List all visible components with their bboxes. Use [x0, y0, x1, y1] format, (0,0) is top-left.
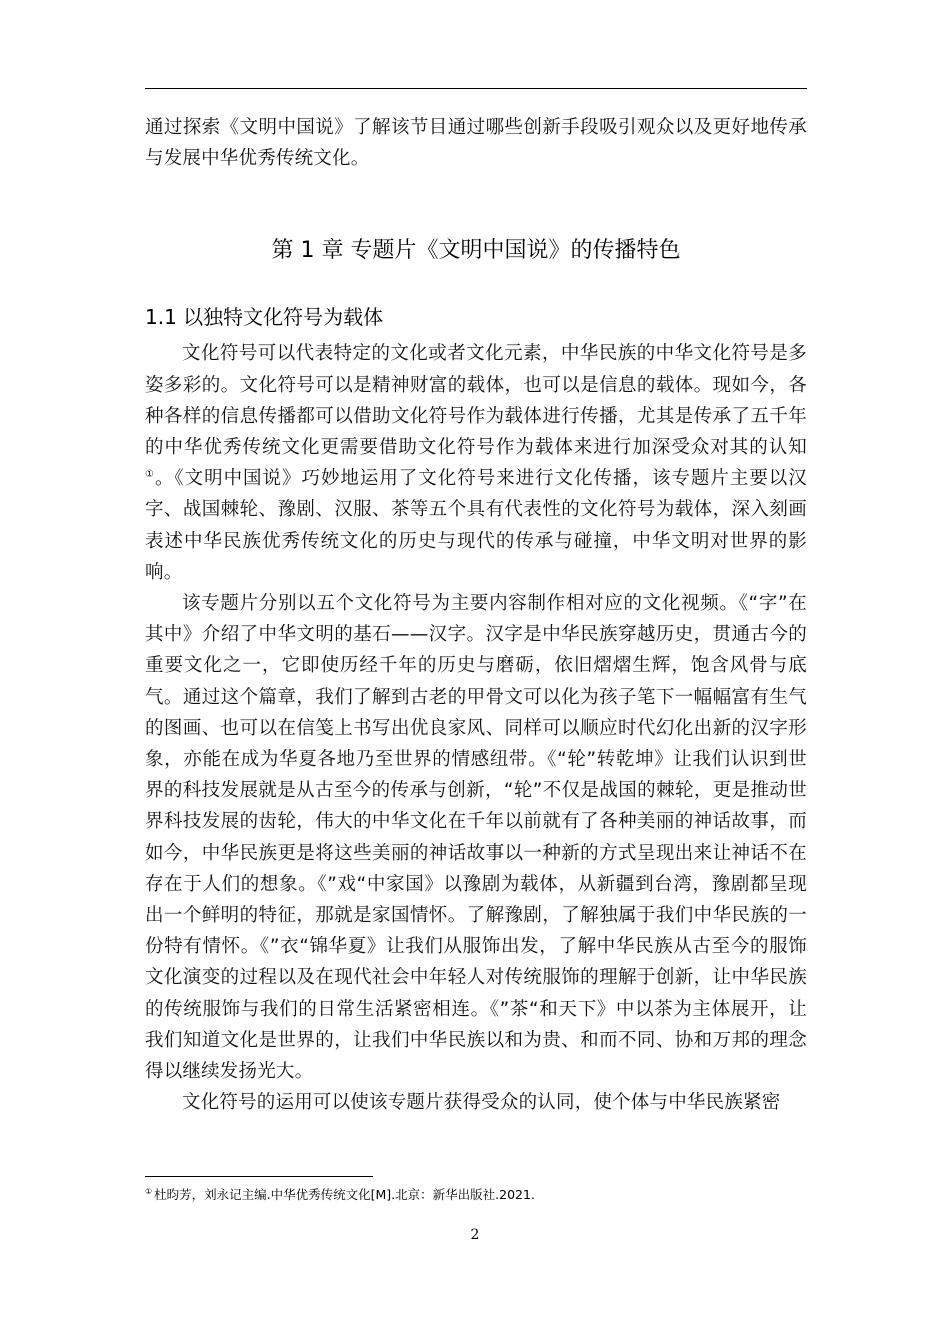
header-rule	[145, 88, 807, 89]
footnote-mark: ①	[145, 1186, 153, 1196]
footnote	[145, 1186, 807, 1204]
page-number: 2	[470, 1227, 480, 1243]
paragraph-1-text-b: 。《文明中国说》巧妙地运用了文化符号来进行文化传播，该专题片主要以汉字、战国棘轮、豫剧、汉服、茶等五个具有代表性的文化符号为载体，深入刻画表述中华民族优秀传统文化的历史与现代的传承与碰撞，中华文明对世界的影响。	[145, 468, 807, 583]
section-title: 1.1 以独特文化符号为载体	[145, 305, 384, 330]
paragraph-1-text-a: 文化符号可以代表特定的文化或者文化元素，中华民族的中华文化符号是多姿多彩的。文化符号可以是精神财富的载体，也可以是信息的载体。现如今，各种各样的信息传播都可以借助文化符号作为载体进行传播，尤其是传承了五千年的中华优秀传统文化更需要借助文化符号作为载体来进行加深受众对其的认知	[145, 343, 807, 459]
footnote-reference[interactable]: ①	[145, 469, 155, 481]
footnote-separator	[145, 1176, 373, 1177]
body-paragraph-2: 该专题片分别以五个文化符号为主要内容制作相对应的文化视频。《“字”在其中》介绍了中华文明的基石——汉字。汉字是中华民族穿越历史，贯通古今的重要文化之一，它即使历经千年的历史与磨砺，依旧熠熠生辉，饱含风骨与底气。通过这个篇章，我们了解到古老的甲骨文可以化为孩子笔下一幅幅富有生气的图画、也可以在信笺上书写出优良家风、同样可以顺应时代幻化出新的汉字形象，亦能在成为华夏各地乃至世界的情感纽带。《“轮”转乾坤》让我们认识到世界的科技发展就是从古至今的传承与创新，“轮”不仅是战国的棘轮，更是推动世界科技发展的齿轮，伟大的中华文化在千年以前就有了各种美丽的神话故事，而如今，中华民族更是将这些美丽的神话故事以一种新的方式呈现出来让神话不在存在于人们的想象。《”戏“中家国》以豫剧为载体，从新疆到台湾，豫剧都呈现出一个鲜明的特征，那就是家国情怀。了解豫剧，了解独属于我们中华民族的一份特有情怀。《”衣“锦华夏》让我们从服饰出发，了解中华民族从古至今的服饰文化演变的过程以及在现代社会中年轻人对传统服饰的理解于创新，让中华民族的传统服饰与我们的日常生活紧密相连。《”茶“和天下》中以茶为主体展开，让我们知道文化是世界的，让我们中华民族以和为贵、和而不同、协和万邦的理念得以继续发扬光大。	[145, 593, 807, 1083]
page-body	[145, 112, 807, 1118]
body-paragraph-1	[145, 338, 807, 588]
footnote-text: 杜昀芳，刘永记主编.中华优秀传统文化[M].北京：新华出版社.2021.	[154, 1187, 535, 1202]
chapter-title: 第 1 章 专题片《文明中国说》的传播特色	[271, 238, 681, 264]
intro-paragraph: 通过探索《文明中国说》了解该节目通过哪些创新手段吸引观众以及更好地传承与发展中华优秀传统文化。	[145, 117, 807, 170]
body-paragraph-3: 文化符号的运用可以使该专题片获得受众的认同，使个体与中华民族紧密	[182, 1092, 781, 1114]
